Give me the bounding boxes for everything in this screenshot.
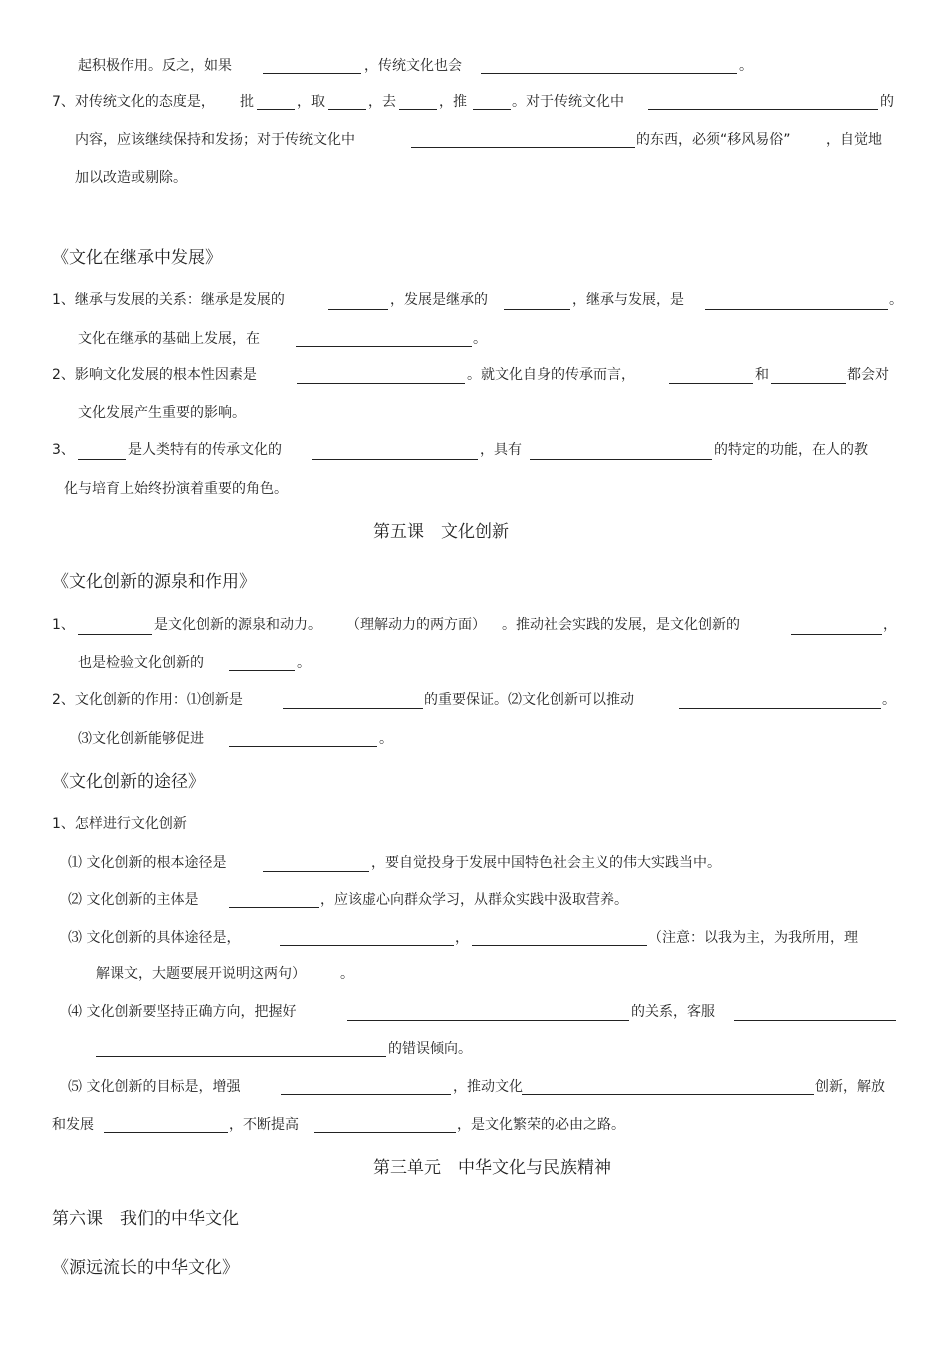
- text-line: ，不断提高: [229, 1117, 299, 1133]
- fill-blank: [328, 309, 388, 310]
- text-line: 起积极作用。反之，如果: [78, 58, 232, 74]
- fill-blank: [328, 109, 366, 110]
- fill-blank: [78, 634, 152, 635]
- fill-blank: [257, 109, 295, 110]
- fill-blank: [530, 459, 712, 460]
- fill-blank: [263, 871, 369, 872]
- text-line: ，推动文化: [453, 1079, 523, 1095]
- text-line: 的: [880, 94, 894, 110]
- text-line: 也是检验文化创新的: [78, 655, 204, 671]
- text-line: ，: [455, 930, 469, 946]
- text-line: 内容，应该继续保持和发扬；对于传统文化中: [75, 132, 355, 148]
- text-line: 。: [473, 331, 487, 347]
- section-heading: 《文化创新的途径》: [52, 772, 205, 792]
- text-line: 都会对: [847, 367, 889, 383]
- text-line: ，是文化繁荣的必由之路。: [457, 1117, 625, 1133]
- fill-blank: [771, 383, 846, 384]
- fill-blank: [263, 73, 361, 74]
- text-line: ⑸ 文化创新的目标是，增强: [68, 1079, 241, 1095]
- text-line: 。: [297, 655, 311, 671]
- fill-blank: [280, 945, 454, 946]
- text-line: 文化发展产生重要的影响。: [78, 405, 246, 421]
- fill-blank: [312, 459, 478, 460]
- text-line: 1、: [52, 617, 75, 633]
- text-line: ，发展是继承的: [390, 292, 488, 308]
- fill-blank: [669, 383, 753, 384]
- text-line: ⑵ 文化创新的主体是: [68, 892, 199, 908]
- text-line: ⑴ 文化创新的根本途径是: [68, 855, 227, 871]
- text-line: （理解动力的两方面）: [346, 617, 486, 633]
- text-line: 的东西，必须“移风易俗”: [636, 132, 791, 148]
- fill-blank: [229, 907, 319, 908]
- fill-blank: [504, 309, 570, 310]
- text-line: 批: [240, 94, 254, 110]
- text-line: ，: [883, 617, 897, 633]
- fill-blank: [347, 1020, 629, 1021]
- fill-blank: [472, 945, 647, 946]
- fill-blank: [481, 73, 737, 74]
- text-line: 2、文化创新的作用：⑴创新是: [52, 692, 243, 708]
- text-line: 的错误倾向。: [388, 1041, 472, 1057]
- text-line: 1、继承与发展的关系：继承是发展的: [52, 292, 285, 308]
- text-line: 和: [755, 367, 769, 383]
- fill-blank: [296, 346, 472, 347]
- text-line: 的特定的功能，在人的教: [714, 442, 868, 458]
- fill-blank: [283, 708, 423, 709]
- text-line: ，去: [368, 94, 396, 110]
- text-line: 7、对传统文化的态度是，: [52, 94, 215, 110]
- fill-blank: [229, 746, 377, 747]
- text-line: ，推: [439, 94, 467, 110]
- text-line: ，取: [297, 94, 325, 110]
- fill-blank: [297, 383, 465, 384]
- fill-blank: [229, 670, 295, 671]
- fill-blank: [314, 1132, 456, 1133]
- text-line: ，传统文化也会: [364, 58, 462, 74]
- text-line: 文化在继承的基础上发展，在: [78, 331, 260, 347]
- text-line: 化与培育上始终扮演着重要的角色。: [64, 481, 288, 497]
- text-line: ⑶文化创新能够促进: [78, 731, 204, 747]
- lesson-heading: 第六课 我们的中华文化: [52, 1209, 239, 1229]
- text-line: 。对于传统文化中: [512, 94, 624, 110]
- fill-blank: [399, 109, 437, 110]
- fill-blank: [648, 109, 878, 110]
- text-line: 创新，解放: [815, 1079, 885, 1095]
- text-line: 1、怎样进行文化创新: [52, 816, 187, 832]
- text-line: 和发展: [52, 1117, 94, 1133]
- text-line: 。就文化自身的传承而言，: [467, 367, 635, 383]
- text-line: 是人类特有的传承文化的: [128, 442, 282, 458]
- fill-blank: [96, 1056, 386, 1057]
- fill-blank: [522, 1094, 814, 1095]
- text-line: 3、: [52, 442, 75, 458]
- text-line: 。: [882, 692, 896, 708]
- text-line: 。: [739, 58, 753, 74]
- fill-blank: [473, 109, 511, 110]
- fill-blank: [411, 147, 635, 148]
- text-line: ，要自觉投身于发展中国特色社会主义的伟大实践当中。: [371, 855, 721, 871]
- text-line: 。: [340, 966, 354, 982]
- text-line: 解课文，大题要展开说明这两句）: [96, 966, 306, 982]
- text-line: ⑶ 文化创新的具体途径是，: [68, 930, 241, 946]
- fill-blank: [705, 309, 888, 310]
- unit-heading: 第三单元 中华文化与民族精神: [373, 1158, 611, 1178]
- text-line: ，继承与发展，是: [572, 292, 684, 308]
- fill-blank: [104, 1132, 228, 1133]
- fill-blank: [281, 1094, 451, 1095]
- fill-blank: [78, 459, 126, 460]
- text-line: 加以改造或剔除。: [75, 170, 187, 186]
- fill-blank: [791, 634, 882, 635]
- section-heading: 《源远流长的中华文化》: [52, 1258, 239, 1278]
- text-line: ，具有: [480, 442, 522, 458]
- text-line: ⑷ 文化创新要坚持正确方向，把握好: [68, 1004, 297, 1020]
- text-line: 是文化创新的源泉和动力。: [154, 617, 322, 633]
- text-line: ，应该虚心向群众学习，从群众实践中汲取营养。: [320, 892, 628, 908]
- text-line: 。: [379, 731, 393, 747]
- section-heading: 《文化创新的源泉和作用》: [52, 572, 256, 592]
- text-line: 2、影响文化发展的根本性因素是: [52, 367, 257, 383]
- fill-blank: [734, 1020, 896, 1021]
- section-heading: 《文化在继承中发展》: [52, 248, 222, 268]
- text-line: （注意：以我为主，为我所用，理: [648, 930, 858, 946]
- text-line: 。推动社会实践的发展，是文化创新的: [502, 617, 740, 633]
- text-line: 。: [889, 292, 903, 308]
- text-line: ，自觉地: [826, 132, 882, 148]
- lesson-heading: 第五课 文化创新: [373, 522, 509, 542]
- text-line: 的重要保证。⑵文化创新可以推动: [424, 692, 634, 708]
- fill-blank: [679, 708, 881, 709]
- text-line: 的关系，客服: [631, 1004, 715, 1020]
